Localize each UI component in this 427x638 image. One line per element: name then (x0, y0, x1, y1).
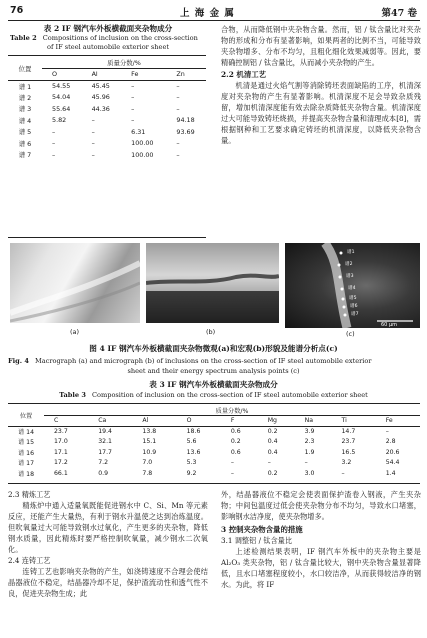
right-paragraph-1: 合物，从而降低钢中夹杂物含量。然而，铝 / 钛含量比对夹杂物的形成和分布有显著影响，如果两者的比例不当，可能导致夹杂物增多、分布不均匀，且粗化细化效果减弱等。因此，要精确控制铝 / 钛含量比，从而减小夹杂物的产生。 (221, 25, 421, 67)
table3-label-en: Table 3 (59, 391, 86, 399)
table-cell: – (385, 428, 389, 435)
table2-col-al: Al (91, 70, 98, 79)
table-cell: 17.0 (54, 438, 68, 446)
figure4-spot-7: 谱7 (351, 312, 359, 317)
section-2-4-heading: 2.4 连铸工艺 (8, 556, 51, 565)
table-cell: 0.6 (230, 428, 241, 435)
table3-col-ti: Ti (341, 417, 347, 425)
right-column-top (221, 24, 421, 146)
bottom-left-column (8, 489, 208, 599)
table2-col-group: 质量分数/% (42, 57, 206, 69)
section-2-2-heading: 2.2 机清工艺 (221, 70, 266, 79)
table-cell: 16.5 (341, 448, 356, 456)
row-position: 谱 7 (18, 151, 32, 160)
table-cell: 0.4 (267, 448, 278, 456)
table-row (8, 80, 206, 92)
table-cell: – (131, 116, 135, 125)
table-row (8, 126, 206, 138)
table-cell: 3.0 (304, 469, 315, 477)
table3-body (8, 426, 420, 479)
table-cell: 100.00 (131, 139, 154, 148)
table-cell: – (52, 139, 56, 148)
table-row (8, 447, 420, 458)
table-cell: 0.2 (230, 438, 241, 446)
table-cell: – (91, 139, 95, 148)
bottom-right-column (221, 489, 421, 590)
figure4-image-c (285, 243, 420, 328)
table3 (8, 405, 420, 479)
table2-caption-cn: 表 2 IF 钢汽车外板横截面夹杂物成分 (43, 24, 173, 33)
table2-col-position: 位置 (18, 64, 32, 73)
table-cell: 0.2 (267, 428, 278, 435)
bottom-left-paragraph-2: 连铸工艺也影响夹杂物的产生，如浇铸速度不合理会使结晶器液位不稳定，结晶器冷却不足，保护渣流动性和透气性不良，促进夹杂物生成；此 (8, 567, 208, 598)
row-position: 谱 2 (18, 93, 32, 102)
figure4-b-texture (146, 243, 279, 323)
row-position: 谱 15 (17, 439, 35, 447)
table2-body (8, 80, 206, 161)
row-position: 谱 17 (17, 460, 35, 468)
table-row (8, 92, 206, 104)
figure4-caption-en-line2: sheet and their energy spectrum analysis points (c) (127, 367, 300, 375)
table3-col-mg: Mg (267, 417, 277, 425)
page-number: 76 (10, 5, 24, 16)
table-row (8, 437, 420, 448)
table-cell: – (267, 459, 271, 467)
table-cell: 17.2 (54, 459, 68, 467)
figure4-spot-2: 谱2 (345, 262, 353, 267)
table-cell: 3.9 (304, 428, 315, 435)
table-cell: 45.45 (91, 82, 110, 90)
figure4-spot-6: 谱6 (350, 304, 358, 309)
row-position: 谱 18 (17, 470, 35, 478)
table-cell: – (176, 82, 180, 90)
table-cell: 0.4 (267, 438, 278, 446)
figure4-label-a: (a) (70, 328, 80, 336)
table-cell: 0.2 (267, 469, 278, 477)
figure4-image-b (146, 243, 279, 323)
table-cell: – (52, 150, 56, 159)
table-row (8, 426, 420, 437)
table3-caption-cn: 表 3 IF 钢汽车外板横截面夹杂物成分 (149, 380, 278, 389)
table-cell: 9.2 (186, 469, 197, 477)
row-position: 谱 5 (18, 128, 32, 137)
table2-col-fe: Fe (131, 70, 139, 79)
table2-label-en: Table 2 (10, 34, 37, 42)
table-cell: – (91, 116, 95, 125)
section-3-heading: 3 控制夹杂物含量的措施 (221, 525, 303, 534)
table-cell: 13.8 (142, 428, 157, 435)
table2-col-zn: Zn (176, 70, 185, 79)
row-position: 谱 14 (17, 429, 35, 436)
table3-column-headers (8, 416, 420, 427)
journal-title: 上 海 金 属 (180, 8, 235, 19)
table-cell: 44.36 (91, 104, 110, 113)
figure4-label-b: (b) (206, 328, 216, 336)
table-cell: – (91, 127, 95, 136)
table-cell: 13.6 (186, 448, 201, 456)
table-row (8, 138, 206, 150)
table-cell: – (176, 104, 180, 113)
table-cell: – (304, 459, 308, 467)
table-cell: 6.31 (131, 127, 146, 136)
table2-block (8, 24, 208, 52)
table3-col-ca: Ca (98, 417, 107, 425)
table-cell: 17.1 (54, 448, 68, 456)
table-cell: – (52, 127, 56, 136)
table-cell: 20.6 (385, 448, 400, 456)
table-cell: – (341, 469, 345, 477)
table3-col-f: F (230, 417, 235, 425)
figure4-spot-3: 谱3 (346, 274, 354, 279)
table-row (8, 458, 420, 469)
table3-col-o: O (186, 417, 192, 425)
table-cell: 54.55 (52, 82, 71, 90)
table-cell: 45.96 (91, 93, 110, 102)
figure4-caption-cn: 图 4 IF 钢汽车外板横截面夹杂物微观(a)和宏观(b)形貌及能谱分析点(c) (89, 344, 338, 353)
table-cell: 2.3 (304, 438, 315, 446)
table-cell: – (230, 469, 234, 477)
table-row (8, 468, 420, 479)
row-position: 谱 3 (18, 105, 32, 114)
table-cell: 7.2 (98, 459, 109, 467)
table-cell: 32.1 (98, 438, 112, 446)
table-cell: 23.7 (54, 428, 68, 435)
table-cell: 18.6 (186, 428, 201, 435)
row-position: 谱 4 (18, 116, 32, 125)
bottom-right-paragraph-2: 上述检测结果表明，IF 钢汽车外板中的夹杂物主要是 Al₂O₃ 类夹杂物，铝 / 钛含量比较大，钢中夹杂物含量显著降低，且水口堵塞程度较小，水口较洁净，从而获得较洁净的钢水。为此，将 IF (221, 547, 421, 589)
table-cell: – (176, 93, 180, 102)
table-cell: 100.00 (131, 150, 154, 159)
table-cell: – (176, 139, 180, 148)
table-cell: – (131, 104, 135, 113)
table3-caption-en (0, 391, 427, 400)
table2-bottom-rule (8, 237, 206, 238)
row-position: 谱 1 (18, 82, 32, 91)
table-cell: 94.18 (176, 116, 195, 125)
table-cell: – (91, 150, 95, 159)
figure4-scale-bar: 60 μm (381, 322, 398, 328)
table-cell: 17.7 (98, 448, 112, 456)
table-cell: 54.04 (52, 93, 71, 102)
table-cell: 2.8 (385, 438, 396, 446)
table2 (8, 57, 206, 161)
table-cell: 5.3 (186, 459, 197, 467)
table2-col-o: O (52, 70, 58, 79)
table-cell: 5.82 (52, 116, 67, 125)
table3-bottom-rule (8, 483, 420, 484)
table-cell: 55.64 (52, 104, 71, 113)
table-cell: 66.1 (54, 469, 68, 477)
table-cell: 19.4 (98, 428, 112, 435)
table-cell: 1.4 (385, 469, 396, 477)
figure4-label-en: Fig. 4 (8, 357, 29, 365)
table-cell: 7.0 (142, 459, 153, 467)
figure4-spot-4: 谱4 (348, 286, 356, 291)
row-position: 谱 6 (18, 139, 32, 148)
table-cell: – (176, 150, 180, 159)
figure4-image-a (10, 243, 140, 323)
table3-col-fe: Fe (385, 417, 393, 425)
section-2-3-heading: 2.3 精炼工艺 (8, 490, 51, 499)
figure4-caption-en-line1: Macrograph (a) and micrograph (b) of inclusions on the cross-section of IF steel automobile exterior (34, 357, 372, 365)
table2-caption-en-line1: Compositions of inclusion on the cross-section (42, 34, 198, 42)
table-cell: 0.6 (230, 448, 241, 456)
right-paragraph-2: 机清是通过火焰气割等消除铸坯表面缺陷的工序，机清深度对夹杂物的产生有显著影响。机清深度不足会导致杂质残留，增加机清深度能有效去除杂质降低夹杂物含量。机清深度过大可能导致铸坯烧损，并提高夹杂物含量和清理成本[8]，需根据钢种和工艺要求确定铸坯的机清深度，以降低夹杂物含量。 (221, 81, 421, 145)
header-rule (8, 20, 420, 21)
figure4-caption-en (8, 357, 372, 366)
table-cell: – (131, 82, 135, 90)
table3-col-na: Na (304, 417, 314, 425)
table-cell: 5.6 (186, 438, 197, 446)
table-cell: 3.2 (341, 459, 352, 467)
section-3-1-heading: 3.1 调整铝 / 钛含量比 (221, 536, 293, 545)
table-row (8, 103, 206, 115)
table2-caption-en (8, 34, 208, 43)
table-row (8, 115, 206, 127)
volume-label: 第47 卷 (381, 8, 417, 19)
figure4-spot-5: 谱5 (349, 296, 357, 301)
table-cell: 0.9 (98, 469, 109, 477)
table-cell: 10.9 (142, 448, 157, 456)
table-cell: 93.69 (176, 127, 195, 136)
table2-caption-en-line2: of IF steel automobile exterior sheet (46, 43, 170, 51)
table3-col-group: 质量分数/% (44, 405, 420, 416)
table-cell: 14.7 (341, 428, 356, 435)
table3-caption-en-text: Composition of inclusion on the cross-section of IF steel automobile exterior sheet (91, 391, 368, 399)
row-position: 谱 16 (17, 449, 35, 457)
bottom-right-paragraph-1: 外，结晶器液位不稳定会使表面保护渣卷入钢液，产生夹杂物；中间包温度过低会使夹杂物分布不均匀，导致水口堵塞，影响钢水洁净度，使夹杂物增多。 (221, 490, 421, 521)
table-cell: 54.4 (385, 459, 400, 467)
table3-col-position: 位置 (19, 412, 33, 420)
table-cell: 23.7 (341, 438, 356, 446)
table-cell: – (230, 459, 234, 467)
table-cell: – (131, 93, 135, 102)
figure4-a-texture (10, 243, 140, 323)
figure4-label-c: (c) (346, 330, 355, 338)
bottom-left-paragraph-1: 精炼炉中通入适量氧既能促进钢水中 C、Si、Mn 等元素反应，还能产生大量热，有利于钢水升温使之达到冶炼温度。但吹氧量过大可能导致钢水过氧化，产生更多的夹杂物，降低钢水质量，因此精炼时要严格控制吹氧量，减少钢水二次氧化。 (8, 501, 208, 554)
table3-col-al: Al (142, 417, 149, 425)
table-cell: 1.9 (304, 448, 315, 456)
figure4-spot-1: 谱1 (347, 250, 355, 255)
table-cell: 7.8 (142, 469, 153, 477)
table3-col-c: C (54, 417, 59, 425)
table-cell: 15.1 (142, 438, 157, 446)
table-row (8, 149, 206, 161)
